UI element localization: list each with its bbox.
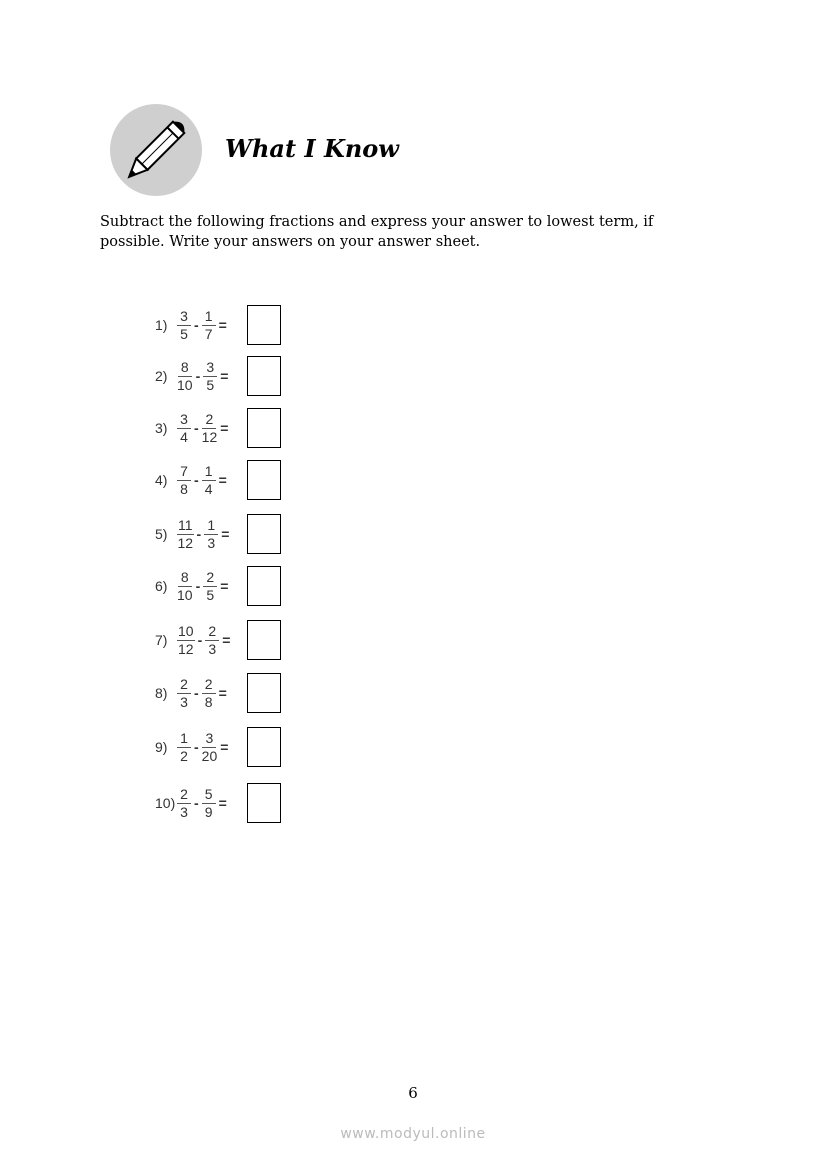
numerator: 5 [202,786,216,804]
denominator: 12 [178,640,194,657]
subtrahend-fraction [203,359,217,394]
numerator: 3 [177,308,191,326]
minuend-fraction [177,569,193,604]
minus-sign: - [194,317,199,333]
equals-sign: = [220,578,229,594]
problem-3 [155,406,231,450]
numerator: 3 [202,730,216,748]
problem-number: 9) [155,739,168,755]
problem-number: 5) [155,526,168,542]
equals-sign: = [218,795,227,811]
denominator: 4 [204,480,213,497]
minus-sign: - [197,632,203,648]
instructions: Subtract the following fractions and express your answer to lowest term, if possible. Write your answers on your answer sheet. [100,214,654,250]
denominator: 8 [204,693,213,710]
problem-number: 6) [155,578,168,594]
problem-7 [155,618,233,662]
denominator: 3 [208,640,217,657]
equals-sign: = [218,685,227,701]
equals-sign: = [221,526,230,542]
subtrahend-fraction [202,308,216,343]
problem-number: 3) [155,420,168,436]
denominator: 3 [180,803,188,820]
problem-6 [155,564,231,608]
problem-number: 8) [155,685,168,701]
numerator: 8 [178,569,192,587]
minus-sign: - [194,795,199,811]
problem-number: 1) [155,317,168,333]
subtrahend-fraction [203,569,217,604]
denominator: 3 [180,693,188,710]
equals-sign: = [220,420,229,436]
page-number: 6 [408,1084,418,1102]
pencil-icon [110,104,202,196]
numerator: 2 [205,623,219,641]
denominator: 4 [180,428,188,445]
minus-sign: - [194,739,199,755]
subtrahend-fraction [202,730,218,765]
numerator: 10 [178,622,194,639]
minuend-fraction [177,308,191,343]
answer-box[interactable] [247,620,281,660]
equals-sign: = [222,632,231,648]
denominator: 12 [177,534,194,551]
denominator: 2 [180,747,188,764]
answer-box[interactable] [247,673,281,713]
section-title: What I Know [225,134,399,163]
numerator: 11 [178,516,193,533]
numerator: 2 [202,411,216,429]
denominator: 20 [201,747,218,764]
answer-box[interactable] [247,305,281,345]
equals-sign: = [218,472,227,488]
minus-sign: - [194,685,199,701]
denominator: 10 [177,376,193,393]
denominator: 5 [206,376,215,393]
subtrahend-fraction [202,786,216,821]
denominator: 8 [180,480,188,497]
numerator: 1 [177,730,191,748]
subtrahend-fraction [205,623,219,658]
denominator: 5 [206,586,215,603]
denominator: 10 [177,586,193,603]
numerator: 8 [178,359,192,377]
problem-8 [155,671,230,715]
denominator: 12 [201,428,218,445]
denominator: 9 [204,803,213,820]
denominator: 7 [204,325,213,342]
subtrahend-fraction [202,463,216,498]
numerator: 1 [202,463,216,481]
subtrahend-fraction [202,411,218,446]
equals-sign: = [220,739,229,755]
minus-sign: - [194,420,199,436]
numerator: 1 [204,517,218,535]
problem-number: 7) [155,632,168,648]
minuend-fraction [177,517,194,552]
minuend-fraction [177,730,191,765]
minuend-fraction [177,359,193,394]
numerator: 1 [202,308,216,326]
minuend-fraction [177,786,191,821]
numerator: 2 [177,676,191,694]
problem-number: 10) [155,795,176,811]
problem-4 [155,458,230,502]
answer-box[interactable] [247,566,281,606]
problem-5 [155,512,232,556]
equals-sign: = [220,368,229,384]
minuend-fraction [177,463,191,498]
numerator: 3 [177,411,191,429]
numerator: 3 [203,359,217,377]
problem-1 [155,303,230,347]
minus-sign: - [194,472,199,488]
numerator: 2 [202,676,216,694]
problem-10 [155,781,230,825]
denominator: 3 [207,534,216,551]
problem-number: 4) [155,472,168,488]
answer-box[interactable] [247,408,281,448]
minuend-fraction [177,676,191,711]
equals-sign: = [218,317,227,333]
minus-sign: - [195,578,201,594]
subtrahend-fraction [202,676,216,711]
answer-box[interactable] [247,460,281,500]
numerator: 7 [177,463,191,481]
denominator: 5 [180,325,188,342]
answer-box[interactable] [247,783,281,823]
problem-2 [155,354,231,398]
answer-box[interactable] [247,514,281,554]
subtrahend-fraction [204,517,218,552]
problem-9 [155,725,231,769]
problem-number: 2) [155,368,168,384]
minuend-fraction [177,411,191,446]
minuend-fraction [177,623,195,658]
minus-sign: - [196,526,202,542]
numerator: 2 [203,569,217,587]
answer-box[interactable] [247,356,281,396]
numerator: 2 [177,786,191,804]
minus-sign: - [195,368,201,384]
answer-box[interactable] [247,727,281,767]
watermark: www.modyul.online [340,1126,486,1142]
